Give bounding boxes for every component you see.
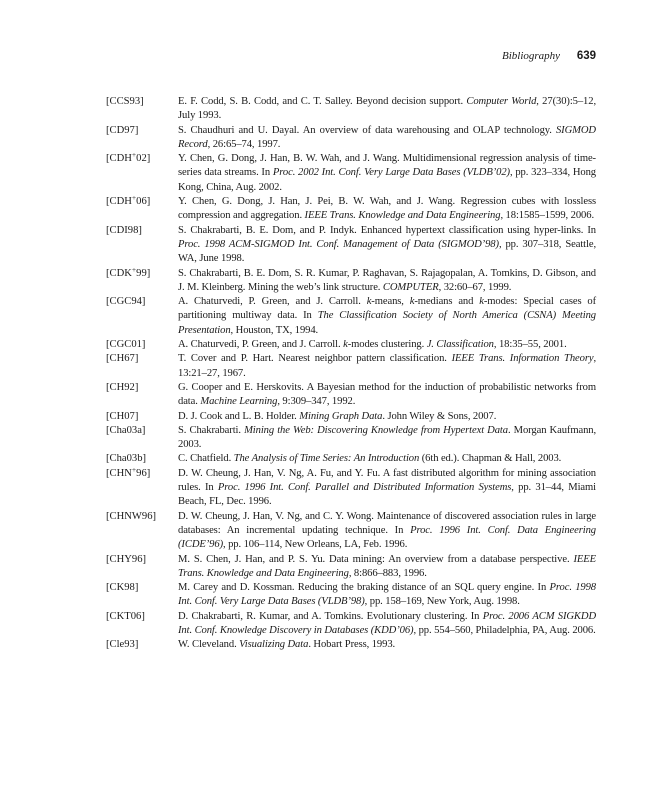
reference-plain-text: , 27(30):5–12, July 1993. bbox=[178, 96, 596, 122]
running-header bbox=[502, 49, 596, 63]
citation-key-label: CH67 bbox=[109, 353, 135, 365]
citation-key bbox=[106, 295, 178, 338]
citation-key bbox=[106, 610, 178, 639]
citation-key-bracket-open: [ bbox=[106, 339, 110, 351]
reference-plain-text: S. Chakrabarti, B. E. Dom, and P. Indyk. Enhanced hypertext classification using hyper-links. In bbox=[178, 224, 596, 236]
reference-plain-text: M. Carey and D. Kossman. Reducing the braking distance of an SQL query engine. In bbox=[178, 582, 550, 594]
reference-italic-text: k bbox=[343, 339, 348, 351]
reference-italic-text: SIGMOD Record bbox=[178, 124, 596, 150]
reference-plain-text: , pp. 106–114, New Orleans, LA, Feb. 1996. bbox=[223, 539, 408, 551]
citation-key bbox=[106, 381, 178, 410]
reference-italic-text: The Analysis of Time Series: An Introduction bbox=[233, 453, 420, 465]
reference-plain-text: Y. Chen, G. Dong, J. Han, J. Pei, B. W. Wah, and J. Wang. Regression cubes with lossless compression and aggregation. bbox=[178, 196, 596, 222]
citation-key-bracket-open: [ bbox=[106, 224, 110, 236]
reference-plain-text: . Hobart Press, 1993. bbox=[308, 639, 396, 651]
reference-plain-text: , 32:60–67, 1999. bbox=[438, 281, 512, 293]
citation-key-label: CCS93 bbox=[109, 96, 141, 107]
citation-key bbox=[106, 152, 178, 195]
reference-plain-text: T. Cover and P. Hart. Nearest neighbor pattern classification. bbox=[178, 353, 452, 365]
citation-key bbox=[106, 264, 178, 296]
reference-plain-text: , pp. 158–169, New York, Aug. 1998. bbox=[364, 596, 520, 608]
reference-italic-text: Proc. 1996 Int. Conf. Data Engineering (ICDE’96) bbox=[178, 524, 596, 551]
citation-key bbox=[106, 638, 178, 652]
citation-key-label: Cle93 bbox=[109, 639, 135, 651]
reference-text bbox=[178, 553, 596, 582]
citation-key bbox=[106, 452, 178, 466]
bib-entry bbox=[106, 352, 596, 381]
citation-key bbox=[106, 410, 178, 424]
citation-key-bracket-close: ] bbox=[146, 153, 151, 165]
reference-plain-text: M. S. Chen, J. Han, and P. S. Yu. Data mining: An overview from a database perspective. bbox=[178, 553, 574, 565]
citation-key-bracket-close: ] bbox=[146, 467, 151, 479]
citation-key-bracket-close: ] bbox=[146, 196, 151, 208]
citation-key-bracket-close: ] bbox=[141, 296, 146, 308]
citation-key-bracket-close: ] bbox=[142, 453, 147, 465]
bib-entry bbox=[106, 581, 596, 610]
reference-plain-text: D. J. Cook and L. B. Holder. bbox=[178, 410, 300, 422]
citation-key bbox=[106, 464, 178, 510]
citation-key-label: CD97 bbox=[109, 124, 135, 136]
reference-text bbox=[178, 352, 596, 381]
citation-key bbox=[106, 424, 178, 453]
reference-italic-text: k bbox=[366, 296, 372, 308]
bib-entry bbox=[106, 195, 596, 224]
bib-entry bbox=[106, 452, 596, 466]
reference-italic-text: Proc. 1998 Int. Conf. Very Large Data Bases (VLDB’98) bbox=[178, 582, 597, 608]
bib-entry bbox=[106, 424, 596, 453]
citation-key-label: CHY96 bbox=[109, 553, 143, 565]
reference-italic-text: The Classification Society of North America (CSNA) Meeting Presentation bbox=[178, 310, 597, 336]
citation-key-bracket-open: [ bbox=[106, 381, 110, 393]
reference-plain-text: , Houston, TX, 1994. bbox=[230, 324, 319, 336]
citation-key-bracket-open: [ bbox=[106, 410, 110, 422]
reference-text bbox=[178, 124, 596, 153]
reference-plain-text: -modes clustering. bbox=[347, 339, 427, 351]
citation-key-bracket-open: [ bbox=[106, 467, 110, 479]
citation-key-bracket-close: ] bbox=[146, 267, 151, 279]
reference-text bbox=[178, 95, 596, 124]
citation-key-bracket-open: [ bbox=[106, 96, 110, 107]
reference-text bbox=[178, 452, 596, 466]
reference-plain-text: , 18:35–55, 2001. bbox=[493, 339, 567, 351]
reference-italic-text: k bbox=[479, 296, 484, 308]
citation-key-suffix: 06 bbox=[136, 196, 147, 208]
bib-entry bbox=[106, 553, 596, 582]
reference-plain-text: A. Chaturvedi, P. Green, and J. Carroll. bbox=[178, 339, 344, 351]
citation-key-bracket-close: ] bbox=[138, 224, 142, 236]
citation-key-label: CGC01 bbox=[109, 339, 142, 351]
reference-plain-text: -means, bbox=[371, 296, 410, 308]
citation-key-bracket-close: ] bbox=[134, 582, 139, 594]
reference-plain-text: -medians and bbox=[414, 296, 480, 308]
citation-key-bracket-close: ] bbox=[141, 424, 146, 436]
reference-italic-text: Proc. 1998 ACM-SIGMOD Int. Conf. Management of Data (SIGMOD’98) bbox=[178, 238, 499, 250]
citation-key bbox=[106, 124, 178, 153]
reference-plain-text: . Morgan Kaufmann, 2003. bbox=[178, 424, 597, 451]
reference-plain-text: , 18:1585–1599, 2006. bbox=[500, 210, 594, 222]
citation-key-bracket-close: ] bbox=[134, 639, 139, 651]
citation-key-bracket-close: ] bbox=[134, 381, 139, 393]
citation-key-bracket-open: [ bbox=[106, 267, 110, 279]
reference-italic-text: COMPUTER bbox=[382, 281, 439, 293]
citation-key-bracket-open: [ bbox=[106, 553, 110, 565]
bib-entry bbox=[106, 124, 596, 153]
citation-key-bracket-close: ] bbox=[134, 124, 139, 136]
citation-key-bracket-close: ] bbox=[152, 510, 157, 522]
citation-key-superscript: + bbox=[131, 193, 137, 203]
citation-key-suffix: 99 bbox=[136, 267, 147, 279]
citation-key-label: CH07 bbox=[109, 410, 135, 422]
bib-entry bbox=[106, 638, 596, 652]
reference-text bbox=[178, 467, 596, 510]
citation-key-bracket-close: ] bbox=[142, 553, 147, 565]
reference-plain-text: , 9:309–347, 1992. bbox=[277, 396, 356, 408]
reference-plain-text: C. Chatfield. bbox=[178, 453, 234, 465]
reference-plain-text: D. Chakrabarti, R. Kumar, and A. Tomkins. Evolutionary clustering. In bbox=[178, 610, 483, 622]
reference-plain-text: , pp. 323–334, Hong Kong, China, Aug. 2002. bbox=[178, 167, 596, 193]
reference-plain-text: W. Cleveland. bbox=[178, 639, 240, 651]
citation-key-label: CK98 bbox=[109, 582, 135, 594]
bib-entry bbox=[106, 295, 596, 338]
citation-key-label: CHNW96 bbox=[109, 510, 153, 522]
citation-key-label: CDK bbox=[109, 267, 132, 279]
reference-italic-text: Computer World bbox=[466, 96, 537, 107]
citation-key-bracket-open: [ bbox=[106, 153, 110, 165]
reference-plain-text: , 26:65–74, 1997. bbox=[207, 138, 281, 150]
reference-text bbox=[178, 295, 596, 338]
bib-entry bbox=[106, 264, 596, 296]
citation-key-superscript: + bbox=[131, 150, 137, 160]
bib-entry bbox=[106, 95, 596, 124]
citation-key-bracket-open: [ bbox=[106, 296, 110, 308]
reference-text bbox=[178, 610, 596, 639]
citation-key-suffix: 96 bbox=[136, 467, 147, 479]
citation-key-superscript: + bbox=[131, 464, 137, 474]
reference-italic-text: Mining Graph Data bbox=[299, 410, 383, 422]
citation-key-bracket-close: ] bbox=[141, 610, 145, 622]
bib-entry bbox=[106, 152, 596, 195]
citation-key-label: CDH bbox=[109, 153, 132, 165]
reference-plain-text: D. W. Cheung, J. Han, V. Ng, and C. Y. Wong. Maintenance of discovered association rules in large databases: An incremental updating technique. In bbox=[178, 510, 596, 536]
reference-italic-text: Proc. 2006 ACM SIGKDD Int. Conf. Knowledge Discovery in Databases (KDD’06) bbox=[178, 610, 596, 636]
citation-key-bracket-open: [ bbox=[106, 196, 110, 208]
citation-key bbox=[106, 352, 178, 381]
citation-key-bracket-open: [ bbox=[106, 582, 110, 594]
citation-key-suffix: 02 bbox=[136, 153, 147, 165]
reference-italic-text: IEEE Trans. Knowledge and Data Engineering bbox=[178, 553, 596, 579]
reference-italic-text: k bbox=[409, 296, 415, 308]
bib-entry bbox=[106, 464, 596, 510]
bib-entry bbox=[106, 381, 596, 410]
citation-key bbox=[106, 338, 178, 352]
reference-text bbox=[178, 267, 596, 296]
citation-key bbox=[106, 195, 178, 224]
citation-key-label: CGC94 bbox=[109, 296, 142, 308]
citation-key-label: CDI98 bbox=[109, 224, 139, 236]
reference-text bbox=[178, 638, 596, 652]
citation-key-bracket-open: [ bbox=[106, 353, 110, 365]
citation-key-bracket-open: [ bbox=[106, 453, 110, 465]
citation-key-label: CH92 bbox=[109, 381, 135, 393]
reference-text bbox=[178, 152, 596, 195]
citation-key-label: CDH bbox=[109, 196, 132, 208]
reference-plain-text: G. Cooper and E. Herskovits. A Bayesian method for the induction of probabilistic networks from data. bbox=[178, 381, 596, 408]
bib-entry bbox=[106, 224, 596, 267]
bib-entry bbox=[106, 610, 596, 639]
citation-key bbox=[106, 553, 178, 582]
citation-key-bracket-close: ] bbox=[141, 339, 146, 351]
citation-key-bracket-open: [ bbox=[106, 510, 110, 522]
reference-plain-text: . John Wiley & Sons, 2007. bbox=[382, 410, 497, 422]
reference-italic-text: Proc. 2002 Int. Conf. Very Large Data Bases (VLDB’02) bbox=[272, 167, 510, 179]
reference-plain-text: , 8:866–883, 1996. bbox=[348, 567, 427, 579]
citation-key-bracket-open: [ bbox=[106, 610, 110, 622]
reference-plain-text: , pp. 31–44, Miami Beach, FL, Dec. 1996. bbox=[178, 482, 596, 508]
reference-text bbox=[178, 424, 596, 453]
citation-key-label: Cha03a bbox=[109, 424, 142, 436]
reference-plain-text: S. Chakrabarti, B. E. Dom, S. R. Kumar, P. Raghavan, S. Rajagopalan, A. Tomkins, D. Gibson, and J. M. Kleinberg. Mining the web’s link structure. bbox=[178, 267, 596, 293]
reference-italic-text: IEEE Trans. Knowledge and Data Engineering bbox=[304, 210, 501, 222]
reference-italic-text: Proc. 1996 Int. Conf. Parallel and Distributed Information Systems bbox=[217, 482, 512, 494]
reference-plain-text: -modes: Special cases of partitioning multiway data. In bbox=[178, 296, 597, 322]
page-number: 639 bbox=[576, 50, 596, 62]
reference-italic-text: J. Classification bbox=[426, 339, 494, 351]
reference-plain-text: (6th ed.). Chapman & Hall, 2003. bbox=[419, 453, 562, 465]
reference-plain-text: Y. Chen, G. Dong, J. Han, B. W. Wah, and J. Wang. Multidimensional regression analysis of time-series data streams. In bbox=[178, 153, 596, 179]
reference-italic-text: Machine Learning bbox=[200, 396, 278, 408]
reference-text bbox=[178, 224, 596, 267]
reference-plain-text: D. W. Cheung, J. Han, V. Ng, A. Fu, and Y. Fu. A fast distributed algorithm for mining association rules. In bbox=[178, 467, 596, 494]
reference-plain-text: E. F. Codd, S. B. Codd, and C. T. Salley. Beyond decision support. bbox=[178, 96, 467, 107]
citation-key bbox=[106, 510, 178, 553]
citation-key-bracket-open: [ bbox=[106, 639, 110, 651]
citation-key-superscript: + bbox=[131, 264, 137, 274]
reference-italic-text: Visualizing Data bbox=[239, 639, 309, 651]
bibliography-list bbox=[106, 95, 596, 653]
reference-plain-text: S. Chakrabarti. bbox=[178, 424, 245, 436]
citation-key-bracket-close: ] bbox=[134, 410, 139, 422]
reference-text bbox=[178, 581, 596, 610]
reference-italic-text: IEEE Trans. Information Theory bbox=[451, 353, 594, 365]
citation-key-bracket-close: ] bbox=[134, 353, 139, 365]
reference-plain-text: , 13:21–27, 1967. bbox=[178, 353, 596, 379]
bib-entry bbox=[106, 410, 596, 424]
reference-plain-text: , pp. 307–318, Seattle, WA, June 1998. bbox=[178, 238, 596, 265]
reference-text bbox=[178, 338, 596, 352]
bib-entry bbox=[106, 338, 596, 352]
reference-plain-text: A. Chaturvedi, P. Green, and J. Carroll. bbox=[178, 296, 367, 308]
running-header-section: Bibliography bbox=[502, 50, 561, 62]
reference-italic-text: Mining the Web: Discovering Knowledge from Hypertext Data bbox=[244, 424, 508, 436]
citation-key-label: Cha03b bbox=[109, 453, 143, 465]
citation-key-bracket-close: ] bbox=[140, 96, 144, 107]
citation-key bbox=[106, 95, 178, 124]
citation-key-bracket-open: [ bbox=[106, 424, 110, 436]
reference-plain-text: , pp. 554–560, Philadelphia, PA, Aug. 2006. bbox=[413, 624, 596, 636]
reference-text bbox=[178, 410, 596, 424]
reference-text bbox=[178, 195, 596, 224]
citation-key-label: CHN bbox=[109, 467, 132, 479]
citation-key bbox=[106, 581, 178, 610]
citation-key-label: CKT06 bbox=[109, 610, 142, 622]
reference-text bbox=[178, 381, 596, 410]
bib-entry bbox=[106, 510, 596, 553]
citation-key-bracket-open: [ bbox=[106, 124, 110, 136]
reference-text bbox=[178, 510, 596, 553]
reference-plain-text: S. Chaudhuri and U. Dayal. An overview of data warehousing and OLAP technology. bbox=[178, 124, 556, 136]
citation-key bbox=[106, 224, 178, 267]
